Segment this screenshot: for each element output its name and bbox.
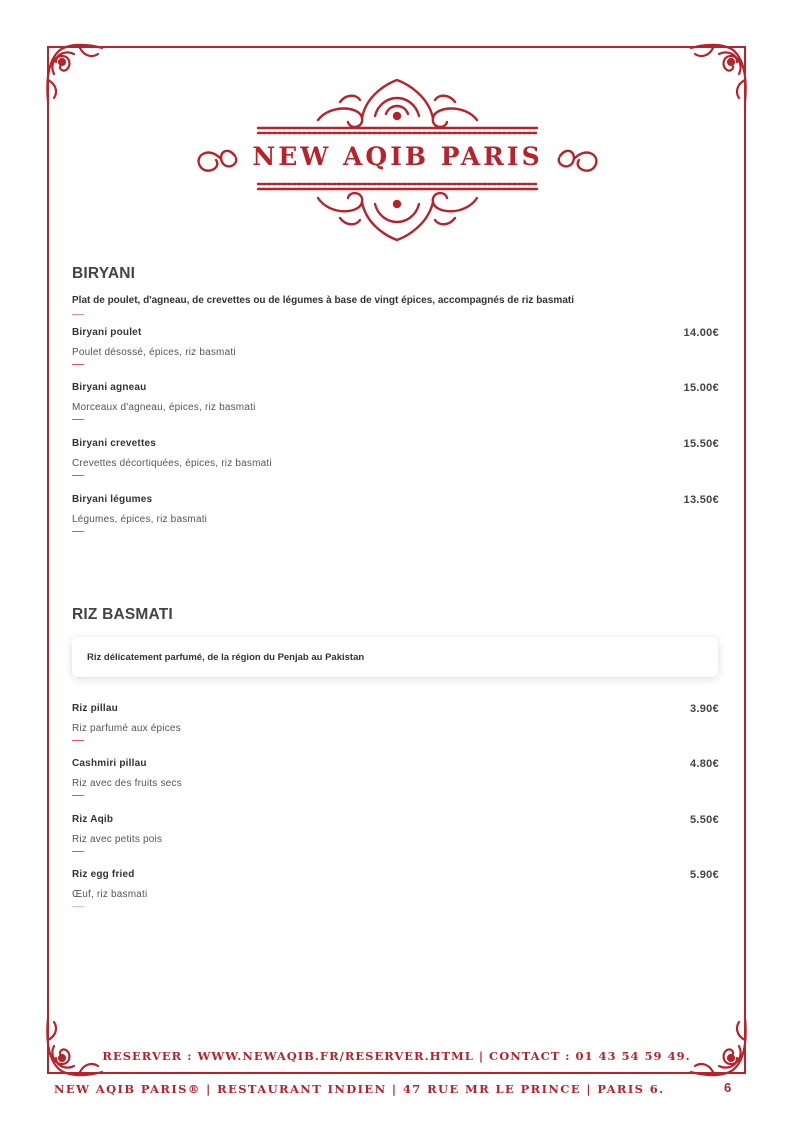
item-name: Cashmiri pillau bbox=[72, 758, 147, 769]
menu-item bbox=[72, 382, 719, 438]
item-description: Morceaux d'agneau, épices, riz basmati bbox=[72, 402, 256, 413]
section-title-riz-basmati: RIZ BASMATI bbox=[72, 606, 173, 623]
section-subtitle-riz-basmati: Riz délicatement parfumé, de la région du Penjab au Pakistan bbox=[87, 652, 365, 663]
menu-item bbox=[72, 438, 719, 494]
menu-item bbox=[72, 703, 719, 759]
item-price: 5.90€ bbox=[689, 869, 719, 881]
item-price: 15.00€ bbox=[683, 382, 719, 394]
item-name: Biryani agneau bbox=[72, 382, 147, 393]
item-name: Biryani poulet bbox=[72, 327, 142, 338]
item-price: 3.90€ bbox=[689, 703, 719, 715]
section-description-card bbox=[72, 637, 718, 677]
divider bbox=[72, 531, 84, 532]
item-description: Œuf, riz basmati bbox=[72, 889, 148, 900]
reservation-contact-line: RESERVER : WWW.NEWAQIB.FR/RESERVER.HTML | CONTACT : 01 43 54 59 49. bbox=[102, 1049, 691, 1063]
divider bbox=[72, 740, 84, 741]
corner-ornament-bottom-right bbox=[683, 1010, 753, 1080]
item-price: 13.50€ bbox=[683, 494, 719, 506]
item-price: 4.80€ bbox=[689, 758, 719, 770]
divider bbox=[72, 364, 84, 365]
item-name: Riz egg fried bbox=[72, 869, 135, 880]
item-name: Riz pillau bbox=[72, 703, 118, 714]
section-title-biryani: BIRYANI bbox=[72, 265, 136, 282]
restaurant-name: NEW AQIB PARIS bbox=[252, 142, 543, 171]
menu-item bbox=[72, 494, 719, 550]
item-description: Riz parfumé aux épices bbox=[72, 723, 181, 734]
divider bbox=[72, 314, 84, 315]
divider bbox=[72, 906, 84, 907]
item-price: 15.50€ bbox=[683, 438, 719, 450]
item-description: Riz avec des fruits secs bbox=[72, 778, 182, 789]
corner-ornament-bottom-left bbox=[40, 1010, 110, 1080]
item-description: Légumes, épices, riz basmati bbox=[72, 514, 208, 525]
restaurant-address-line: NEW AQIB PARIS® | RESTAURANT INDIEN | 47 RUE MR LE PRINCE | PARIS 6. bbox=[54, 1082, 665, 1096]
item-description: Crevettes décortiquées, épices, riz basmati bbox=[72, 458, 272, 469]
item-description: Riz avec petits pois bbox=[72, 834, 163, 845]
divider bbox=[72, 475, 84, 476]
corner-ornament-top-left bbox=[40, 40, 110, 110]
menu-item bbox=[72, 869, 719, 925]
item-name: Biryani légumes bbox=[72, 494, 153, 505]
item-price: 5.50€ bbox=[689, 814, 719, 826]
menu-item bbox=[72, 758, 719, 814]
menu-item bbox=[72, 327, 719, 383]
page-number: 6 bbox=[724, 1080, 732, 1095]
divider bbox=[72, 795, 84, 796]
menu-item bbox=[72, 814, 719, 870]
item-price: 14.00€ bbox=[683, 327, 719, 339]
item-description: Poulet désossé, épices, riz basmati bbox=[72, 347, 236, 358]
restaurant-logo bbox=[190, 76, 605, 246]
item-name: Riz Aqib bbox=[72, 814, 114, 825]
item-name: Biryani crevettes bbox=[72, 438, 157, 449]
divider bbox=[72, 851, 84, 852]
corner-ornament-top-right bbox=[683, 40, 753, 110]
section-subtitle-biryani: Plat de poulet, d'agneau, de crevettes ou de légumes à base de vingt épices, accompagnés de riz basmati bbox=[72, 295, 574, 306]
divider bbox=[72, 419, 84, 420]
